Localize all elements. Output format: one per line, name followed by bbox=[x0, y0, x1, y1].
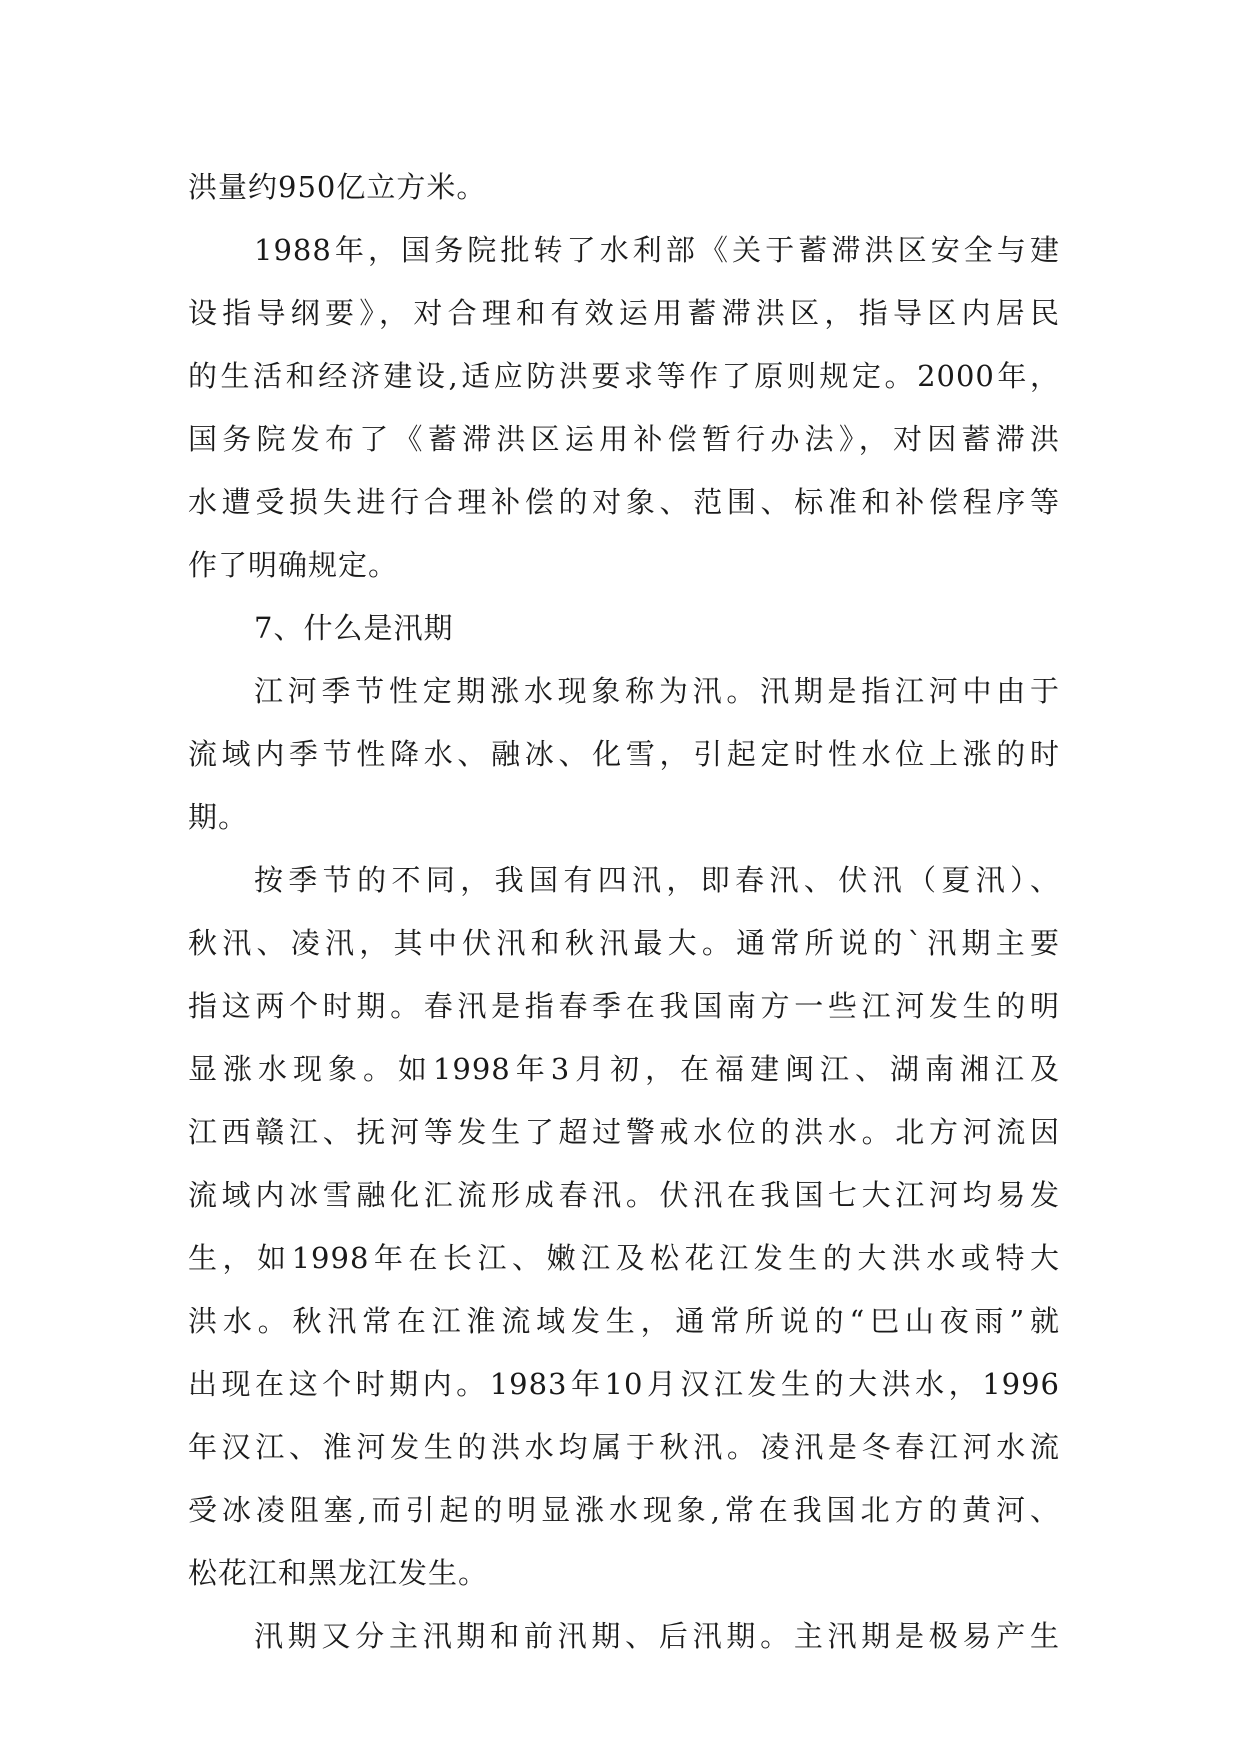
text-line: 的生活和经济建设,适应防洪要求等作了原则规定。2000年， bbox=[188, 359, 1060, 393]
text-line: 出现在这个时期内。1983年10月汉江发生的大洪水，1996 bbox=[188, 1367, 1060, 1401]
text-line: 松花江和黑龙江发生。 bbox=[188, 1556, 489, 1590]
text-line: 江河季节性定期涨水现象称为汛。汛期是指江河中由于 bbox=[254, 674, 1060, 708]
text-line: 显涨水现象。如1998年3月初，在福建闽江、湖南湘江及 bbox=[188, 1052, 1060, 1086]
text-line: 江西赣江、抚河等发生了超过警戒水位的洪水。北方河流因 bbox=[188, 1115, 1060, 1149]
text-line: 按季节的不同，我国有四汛，即春汛、伏汛（夏汛）、 bbox=[254, 863, 1060, 897]
text-line: 流域内季节性降水、融冰、化雪，引起定时性水位上涨的时 bbox=[188, 737, 1060, 771]
text-line: 流域内冰雪融化汇流形成春汛。伏汛在我国七大江河均易发 bbox=[188, 1178, 1060, 1212]
text-line: 汛期又分主汛期和前汛期、后汛期。主汛期是极易产生 bbox=[254, 1619, 1060, 1653]
document-text-body bbox=[188, 156, 1060, 1668]
text-line: 国务院发布了《蓄滞洪区运用补偿暂行办法》，对因蓄滞洪 bbox=[188, 422, 1060, 456]
text-line: 作了明确规定。 bbox=[188, 548, 399, 582]
text-line: 水遭受损失进行合理补偿的对象、范围、标准和补偿程序等 bbox=[188, 485, 1060, 519]
text-line: 年汉江、淮河发生的洪水均属于秋汛。凌汛是冬春江河水流 bbox=[188, 1430, 1060, 1464]
text-line: 洪量约950亿立方米。 bbox=[188, 170, 487, 204]
text-line: 指这两个时期。春汛是指春季在我国南方一些江河发生的明 bbox=[188, 989, 1060, 1023]
text-line: 洪水。秋汛常在江淮流域发生，通常所说的“巴山夜雨”就 bbox=[188, 1304, 1060, 1338]
text-line: 生，如1998年在长江、嫩江及松花江发生的大洪水或特大 bbox=[188, 1241, 1060, 1275]
text-line: 受冰凌阻塞,而引起的明显涨水现象,常在我国北方的黄河、 bbox=[188, 1493, 1060, 1527]
section-heading: 7、什么是汛期 bbox=[254, 611, 454, 645]
text-line: 1988年，国务院批转了水利部《关于蓄滞洪区安全与建 bbox=[254, 233, 1060, 267]
text-line: 期。 bbox=[188, 800, 249, 834]
text-line: 秋汛、凌汛，其中伏汛和秋汛最大。通常所说的`汛期主要 bbox=[188, 926, 1060, 960]
text-line: 设指导纲要》，对合理和有效运用蓄滞洪区，指导区内居民 bbox=[188, 296, 1060, 330]
